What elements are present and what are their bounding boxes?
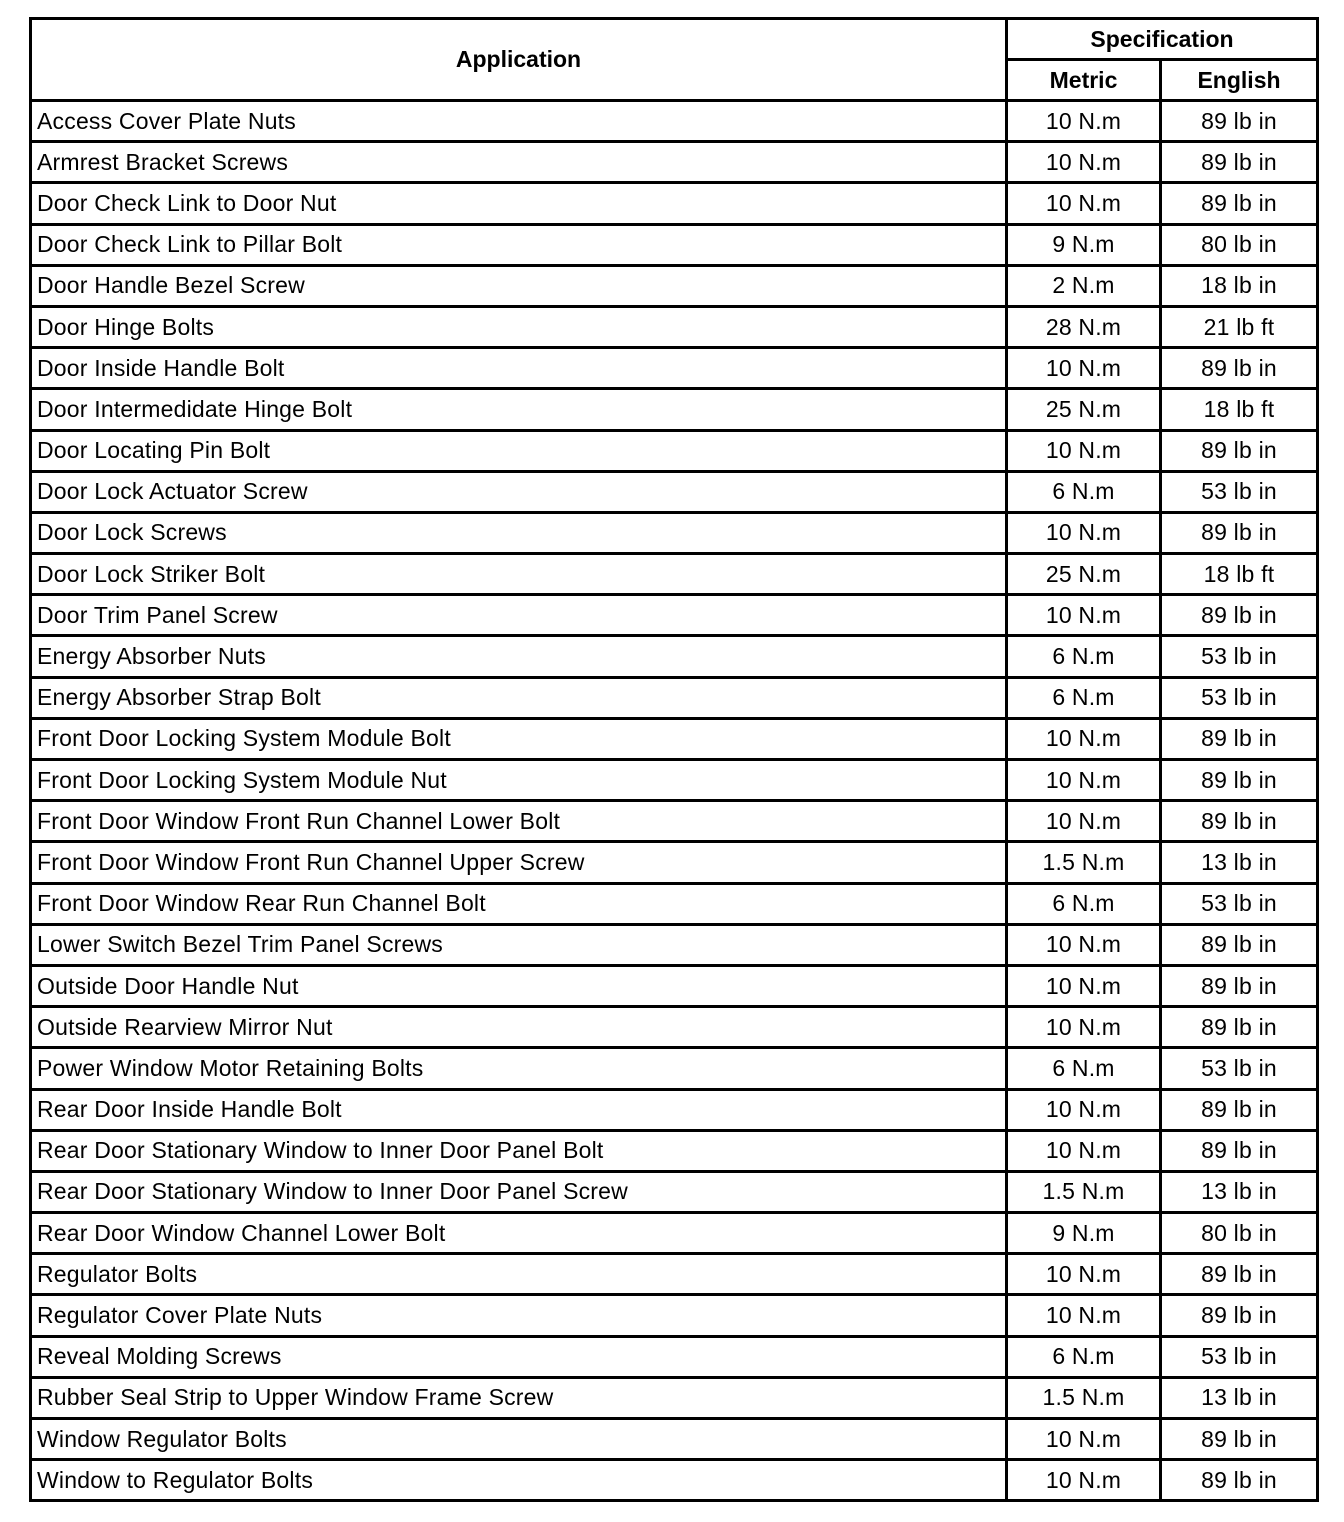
table-header [31, 19, 1318, 101]
application-cell: Regulator Cover Plate Nuts [31, 1295, 1007, 1336]
table-row [31, 512, 1318, 553]
metric-cell: 25 N.m [1007, 389, 1161, 430]
metric-cell: 10 N.m [1007, 101, 1161, 142]
english-cell: 89 lb in [1161, 1089, 1318, 1130]
english-cell: 53 lb in [1161, 883, 1318, 924]
table-row [31, 1171, 1318, 1212]
english-cell: 13 lb in [1161, 1171, 1318, 1212]
application-cell: Door Lock Screws [31, 512, 1007, 553]
table-row [31, 101, 1318, 142]
english-cell: 53 lb in [1161, 1048, 1318, 1089]
table-row [31, 1089, 1318, 1130]
application-cell: Energy Absorber Nuts [31, 636, 1007, 677]
column-header-metric: Metric [1007, 60, 1161, 101]
table-body [31, 101, 1318, 1501]
english-cell: 89 lb in [1161, 142, 1318, 183]
metric-cell: 6 N.m [1007, 636, 1161, 677]
english-cell: 18 lb ft [1161, 554, 1318, 595]
english-cell: 89 lb in [1161, 512, 1318, 553]
table-row [31, 965, 1318, 1006]
english-cell: 89 lb in [1161, 1130, 1318, 1171]
english-cell: 80 lb in [1161, 224, 1318, 265]
metric-cell: 10 N.m [1007, 760, 1161, 801]
english-cell: 80 lb in [1161, 1213, 1318, 1254]
application-cell: Front Door Locking System Module Nut [31, 760, 1007, 801]
table-row [31, 389, 1318, 430]
column-group-header-specification: Specification [1007, 19, 1318, 60]
english-cell: 53 lb in [1161, 636, 1318, 677]
table-row [31, 554, 1318, 595]
english-cell: 89 lb in [1161, 348, 1318, 389]
english-cell: 18 lb in [1161, 265, 1318, 306]
table-row [31, 1007, 1318, 1048]
english-cell: 53 lb in [1161, 1336, 1318, 1377]
metric-cell: 10 N.m [1007, 801, 1161, 842]
metric-cell: 10 N.m [1007, 430, 1161, 471]
application-cell: Door Trim Panel Screw [31, 595, 1007, 636]
application-cell: Rear Door Stationary Window to Inner Door Panel Bolt [31, 1130, 1007, 1171]
metric-cell: 6 N.m [1007, 471, 1161, 512]
english-cell: 89 lb in [1161, 183, 1318, 224]
metric-cell: 1.5 N.m [1007, 1377, 1161, 1418]
english-cell: 89 lb in [1161, 965, 1318, 1006]
metric-cell: 10 N.m [1007, 595, 1161, 636]
table-row [31, 183, 1318, 224]
application-cell: Front Door Locking System Module Bolt [31, 718, 1007, 759]
english-cell: 89 lb in [1161, 1460, 1318, 1501]
metric-cell: 6 N.m [1007, 883, 1161, 924]
fastener-specification-table [29, 17, 1319, 1502]
english-cell: 18 lb ft [1161, 389, 1318, 430]
table-row [31, 718, 1318, 759]
table-row [31, 1295, 1318, 1336]
header-row-top [31, 19, 1318, 60]
application-cell: Door Lock Striker Bolt [31, 554, 1007, 595]
application-cell: Outside Door Handle Nut [31, 965, 1007, 1006]
table-row [31, 1336, 1318, 1377]
metric-cell: 10 N.m [1007, 1007, 1161, 1048]
application-cell: Reveal Molding Screws [31, 1336, 1007, 1377]
english-cell: 89 lb in [1161, 1419, 1318, 1460]
table-row [31, 471, 1318, 512]
application-cell: Door Hinge Bolts [31, 306, 1007, 347]
application-cell: Rear Door Stationary Window to Inner Door Panel Screw [31, 1171, 1007, 1212]
application-cell: Door Intermedidate Hinge Bolt [31, 389, 1007, 430]
application-cell: Access Cover Plate Nuts [31, 101, 1007, 142]
table-row [31, 883, 1318, 924]
metric-cell: 10 N.m [1007, 1419, 1161, 1460]
metric-cell: 10 N.m [1007, 924, 1161, 965]
table-row [31, 1419, 1318, 1460]
metric-cell: 10 N.m [1007, 1460, 1161, 1501]
application-cell: Window to Regulator Bolts [31, 1460, 1007, 1501]
english-cell: 89 lb in [1161, 1007, 1318, 1048]
application-cell: Door Check Link to Door Nut [31, 183, 1007, 224]
application-cell: Armrest Bracket Screws [31, 142, 1007, 183]
table-row [31, 430, 1318, 471]
english-cell: 89 lb in [1161, 801, 1318, 842]
english-cell: 89 lb in [1161, 595, 1318, 636]
table-row [31, 842, 1318, 883]
english-cell: 53 lb in [1161, 677, 1318, 718]
application-cell: Door Lock Actuator Screw [31, 471, 1007, 512]
table-row [31, 142, 1318, 183]
metric-cell: 10 N.m [1007, 348, 1161, 389]
application-cell: Door Locating Pin Bolt [31, 430, 1007, 471]
application-cell: Door Inside Handle Bolt [31, 348, 1007, 389]
metric-cell: 10 N.m [1007, 1254, 1161, 1295]
table-row [31, 801, 1318, 842]
table-row [31, 1130, 1318, 1171]
column-header-english: English [1161, 60, 1318, 101]
english-cell: 89 lb in [1161, 718, 1318, 759]
application-cell: Window Regulator Bolts [31, 1419, 1007, 1460]
table-row [31, 677, 1318, 718]
metric-cell: 10 N.m [1007, 1130, 1161, 1171]
table-row [31, 924, 1318, 965]
application-cell: Regulator Bolts [31, 1254, 1007, 1295]
table-row [31, 595, 1318, 636]
application-cell: Rubber Seal Strip to Upper Window Frame Screw [31, 1377, 1007, 1418]
english-cell: 21 lb ft [1161, 306, 1318, 347]
metric-cell: 1.5 N.m [1007, 1171, 1161, 1212]
metric-cell: 9 N.m [1007, 1213, 1161, 1254]
table-row [31, 760, 1318, 801]
table-row [31, 1213, 1318, 1254]
application-cell: Front Door Window Front Run Channel Upper Screw [31, 842, 1007, 883]
table-row [31, 1377, 1318, 1418]
table-row [31, 224, 1318, 265]
metric-cell: 10 N.m [1007, 1089, 1161, 1130]
metric-cell: 10 N.m [1007, 183, 1161, 224]
application-cell: Energy Absorber Strap Bolt [31, 677, 1007, 718]
table-row [31, 1048, 1318, 1089]
metric-cell: 2 N.m [1007, 265, 1161, 306]
metric-cell: 9 N.m [1007, 224, 1161, 265]
application-cell: Door Handle Bezel Screw [31, 265, 1007, 306]
table-row [31, 265, 1318, 306]
table-row [31, 1460, 1318, 1501]
application-cell: Rear Door Window Channel Lower Bolt [31, 1213, 1007, 1254]
metric-cell: 6 N.m [1007, 1336, 1161, 1377]
table-row [31, 306, 1318, 347]
application-cell: Door Check Link to Pillar Bolt [31, 224, 1007, 265]
metric-cell: 25 N.m [1007, 554, 1161, 595]
application-cell: Outside Rearview Mirror Nut [31, 1007, 1007, 1048]
english-cell: 89 lb in [1161, 924, 1318, 965]
metric-cell: 10 N.m [1007, 512, 1161, 553]
table-row [31, 636, 1318, 677]
english-cell: 13 lb in [1161, 842, 1318, 883]
application-cell: Front Door Window Front Run Channel Lower Bolt [31, 801, 1007, 842]
application-cell: Rear Door Inside Handle Bolt [31, 1089, 1007, 1130]
application-cell: Power Window Motor Retaining Bolts [31, 1048, 1007, 1089]
metric-cell: 28 N.m [1007, 306, 1161, 347]
metric-cell: 10 N.m [1007, 1295, 1161, 1336]
english-cell: 13 lb in [1161, 1377, 1318, 1418]
english-cell: 89 lb in [1161, 1254, 1318, 1295]
english-cell: 89 lb in [1161, 430, 1318, 471]
metric-cell: 10 N.m [1007, 142, 1161, 183]
application-cell: Front Door Window Rear Run Channel Bolt [31, 883, 1007, 924]
english-cell: 89 lb in [1161, 760, 1318, 801]
metric-cell: 10 N.m [1007, 965, 1161, 1006]
metric-cell: 1.5 N.m [1007, 842, 1161, 883]
table-row [31, 348, 1318, 389]
english-cell: 53 lb in [1161, 471, 1318, 512]
metric-cell: 6 N.m [1007, 1048, 1161, 1089]
metric-cell: 6 N.m [1007, 677, 1161, 718]
table-row [31, 1254, 1318, 1295]
column-header-application: Application [31, 19, 1007, 101]
application-cell: Lower Switch Bezel Trim Panel Screws [31, 924, 1007, 965]
english-cell: 89 lb in [1161, 101, 1318, 142]
metric-cell: 10 N.m [1007, 718, 1161, 759]
english-cell: 89 lb in [1161, 1295, 1318, 1336]
